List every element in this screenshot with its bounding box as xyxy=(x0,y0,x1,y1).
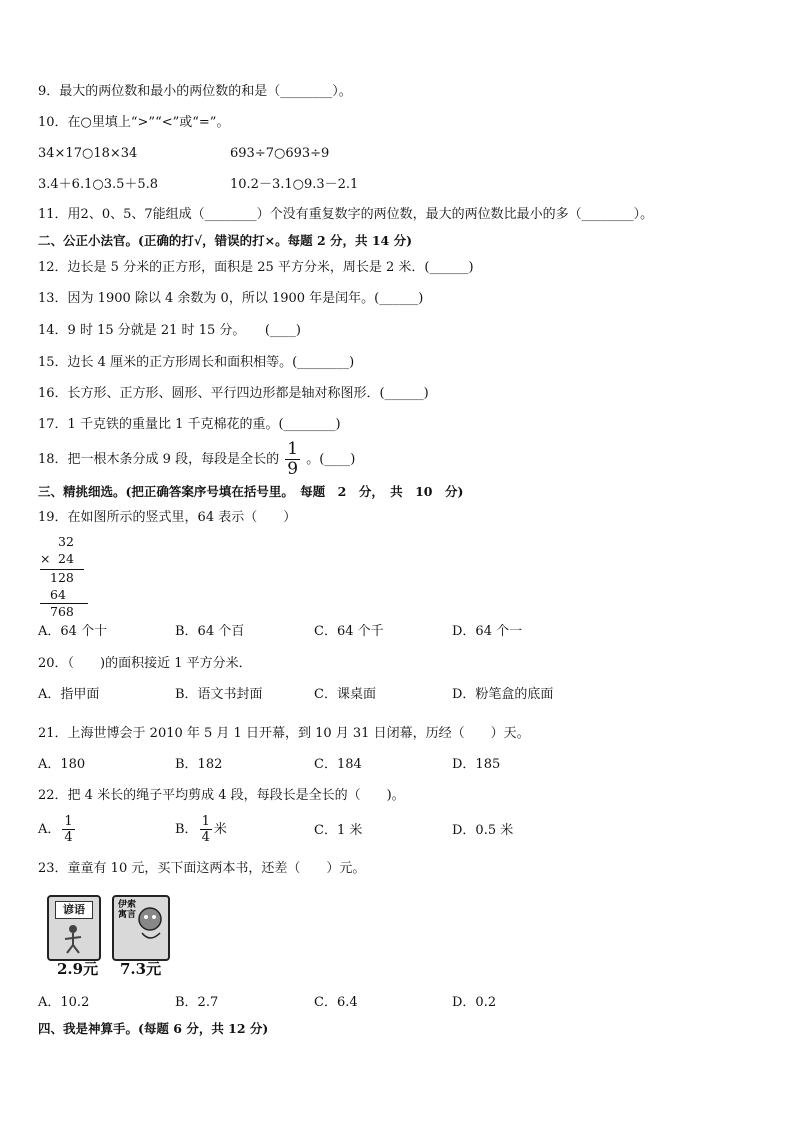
q9: 9．最大的两位数和最小的两位数的和是（________）。 xyxy=(38,84,352,99)
q20-option-c: C．课桌面 xyxy=(314,687,376,702)
q23-stem: 23．童童有 10 元，买下面这两本书，还差（ ）元。 xyxy=(38,861,366,876)
book-aesop-title: 伊索寓言 xyxy=(118,900,137,920)
q22-option-d: D．0.5 米 xyxy=(452,823,514,838)
calc-multiplicand: 32 xyxy=(58,534,74,549)
calc-product: 768 xyxy=(50,604,74,619)
q21-option-c: C．184 xyxy=(314,757,362,772)
q18-pre: 18．把一根木条分成 9 段，每段是全长的 xyxy=(38,452,280,467)
q14: 14．9 时 15 分就是 21 时 15 分。 (____) xyxy=(38,323,302,338)
q21-stem: 21．上海世博会于 2010 年 5 月 1 日开幕，到 10 月 31 日闭幕，历经（ ）天。 xyxy=(38,726,530,741)
q22-option-a-label: A． xyxy=(38,822,61,837)
q19-option-d: D．64 个一 xyxy=(452,624,523,639)
q21-option-d: D．185 xyxy=(452,757,501,772)
q10-c: 3.4＋6.1○3.5＋5.8 xyxy=(38,177,159,192)
q19-option-b: B．64 个百 xyxy=(175,624,245,639)
q12: 12．边长是 5 分米的正方形，面积是 25 平方分米，周长是 2 米．(______) xyxy=(38,260,474,275)
q18-post: 。(____) xyxy=(306,452,356,467)
q20-option-d: D．粉笔盒的底面 xyxy=(452,687,554,702)
q18-fraction-denominator: 9 xyxy=(287,459,299,479)
q22-option-b-fraction xyxy=(200,815,212,844)
calc-partial-1: 128 xyxy=(50,570,74,585)
calc-multiplier: 24 xyxy=(58,551,74,566)
q11: 11．用2、0、5、7能组成（________）个没有重复数字的两位数，最大的两位数比最小的多（________）。 xyxy=(38,207,654,222)
q17: 17．1 千克铁的重量比 1 千克棉花的重。(________) xyxy=(38,417,341,432)
q22-option-b xyxy=(175,811,227,849)
q22-b-numerator: 1 xyxy=(201,814,210,829)
book-proverbs-title: 谚语 xyxy=(55,901,93,919)
q22-option-b-unit: 米 xyxy=(213,822,227,837)
q10-a: 34×17○18×34 xyxy=(38,146,138,161)
section-4-title: 四、我是神算手。(每题 6 分，共 12 分) xyxy=(38,1021,269,1036)
q13: 13．因为 1900 除以 4 余数为 0，所以 1900 年是闰年。(______) xyxy=(38,291,424,306)
q23-option-b: B．2.7 xyxy=(175,995,219,1010)
q22-option-a-fraction xyxy=(62,815,74,844)
section-2-title: 二、公正小法官。(正确的打√，错误的打×。每题 2 分，共 14 分) xyxy=(38,233,413,248)
q22-a-denominator: 4 xyxy=(64,830,73,845)
book-aesop-price: 7.3元 xyxy=(120,960,162,978)
q19-stem: 19．在如图所示的竖式里，64 表示（ ） xyxy=(38,510,297,525)
book-proverbs-image xyxy=(47,895,101,961)
q22-b-denominator: 4 xyxy=(201,830,210,845)
q21-option-b: B．182 xyxy=(175,757,223,772)
book-proverbs-price: 2.9元 xyxy=(57,960,99,978)
calc-times-sign: × xyxy=(40,551,51,566)
q18-fraction xyxy=(285,441,300,478)
q22-option-b-label: B． xyxy=(175,822,198,837)
fox-illustration-icon xyxy=(134,903,168,947)
book-aesop-image xyxy=(112,895,170,961)
q22-a-numerator: 1 xyxy=(64,814,73,829)
q19-option-c: C．64 个千 xyxy=(314,624,384,639)
q10-stem: 10．在○里填上“>”“<”或“=”。 xyxy=(38,115,230,130)
q23-option-d: D．0.2 xyxy=(452,995,497,1010)
q10-d: 10.2－3.1○9.3－2.1 xyxy=(230,177,359,192)
q20-stem: 20．（ )的面积接近 1 平方分米． xyxy=(38,656,252,671)
q20-option-a: A．指甲面 xyxy=(38,687,100,702)
calc-partial-2: 64 xyxy=(50,587,66,602)
q19-option-a: A．64 个十 xyxy=(38,624,108,639)
q22-stem: 22．把 4 米长的绳子平均剪成 4 段，每段长是全长的（ )。 xyxy=(38,788,405,803)
q23-option-a: A．10.2 xyxy=(38,995,90,1010)
q21-option-a: A．180 xyxy=(38,757,86,772)
q22-option-a xyxy=(38,811,77,849)
q16: 16．长方形、正方形、圆形、平行四边形都是轴对称图形．(______) xyxy=(38,386,429,401)
q18 xyxy=(38,440,355,480)
figure-icon xyxy=(49,919,99,959)
q20-option-b: B．语文书封面 xyxy=(175,687,263,702)
q10-b: 693÷7○693÷9 xyxy=(230,146,330,161)
q15: 15．边长 4 厘米的正方形周长和面积相等。(________) xyxy=(38,355,355,370)
q22-option-c: C．1 米 xyxy=(314,823,363,838)
section-3-title: 三、精挑细选。(把正确答案序号填在括号里。 每题 2 分， 共 10 分) xyxy=(38,484,464,499)
q23-option-c: C．6.4 xyxy=(314,995,358,1010)
q18-fraction-numerator: 1 xyxy=(287,439,299,459)
